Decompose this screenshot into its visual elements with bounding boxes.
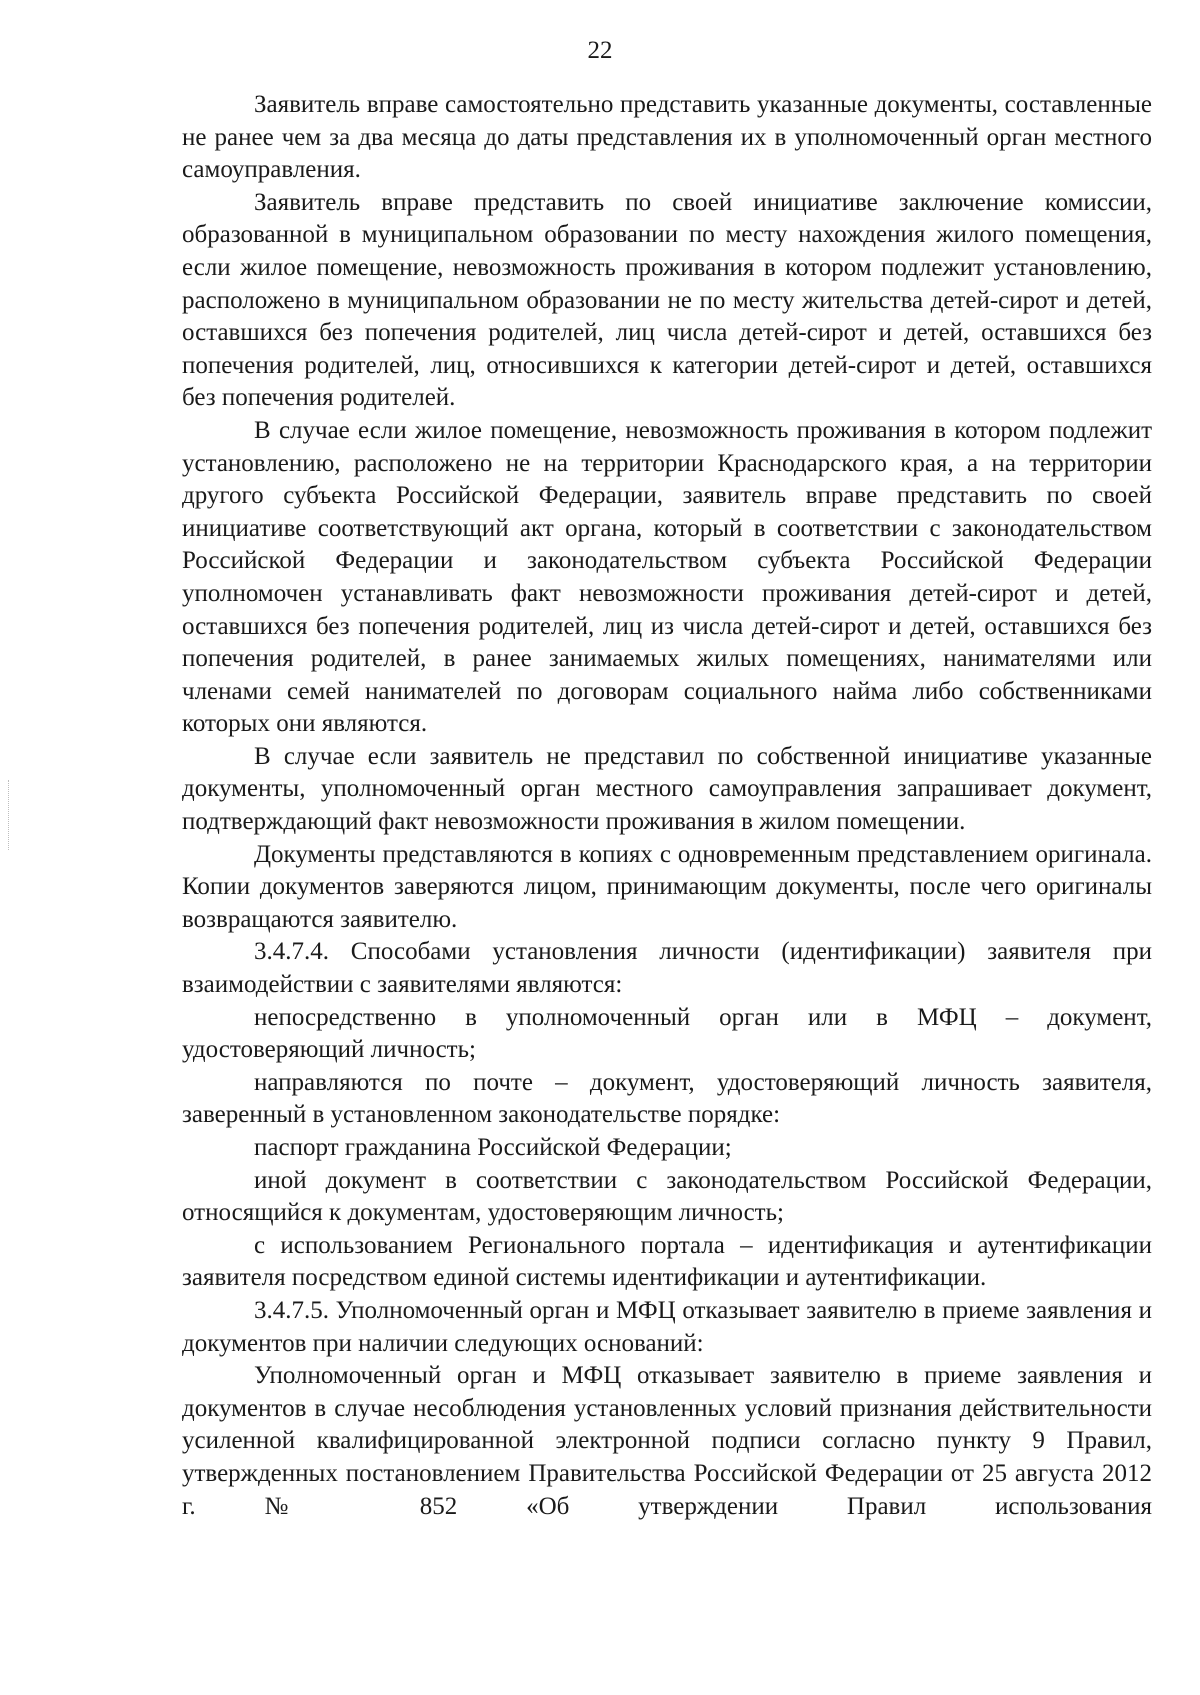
paragraph: Уполномоченный орган и МФЦ отказывает заявителю в приеме заявления и документов в случае несоблюдения установленных условий признания действительности усиленной квалифицированной электронной подписи согласно пункту 9 Правил, утвержденных постановлением Правительства Российской Федерации от 25 августа 2012 г. № 852 «Об утверждении Правил использования — [182, 1362, 1152, 1520]
document-body — [182, 89, 1152, 1523]
paragraph: Заявитель вправе самостоятельно представить указанные документы, составленные не ранее чем за два месяца до даты представления их в уполномоченный орган местного самоуправления. — [182, 91, 1152, 184]
paragraph: иной документ в соответствии с законодательством Российской Федерации, относящийся к документам, удостоверяющим личность; — [182, 1166, 1152, 1227]
paragraph: Документы представляются в копиях с одновременным представлением оригинала. Копии документов заверяются лицом, принимающим документы, после чего оригиналы возвращаются заявителю. — [182, 840, 1152, 933]
paragraph: Заявитель вправе представить по своей инициативе заключение комиссии, образованной в муниципальном образовании по месту нахождения жилого помещения, если жилое помещение, невозможность проживания в котором подлежит установлению, расположено в муниципальном образовании не по месту жительства детей-сирот и детей, оставшихся без попечения родителей, лиц числа детей-сирот и детей, оставшихся без попечения родителей, лиц, относившихся к категории детей-сирот и детей, оставшихся без попечения родителей. — [182, 188, 1152, 412]
page-number: 22 — [587, 37, 613, 64]
paragraph: непосредственно в уполномоченный орган или в МФЦ – документ, удостоверяющий личность; — [182, 1003, 1152, 1064]
paragraph: 3.4.7.5. Уполномоченный орган и МФЦ отказывает заявителю в приеме заявления и документов при наличии следующих оснований: — [182, 1296, 1152, 1357]
scan-artifact — [8, 780, 10, 850]
paragraph: направляются по почте – документ, удостоверяющий личность заявителя, заверенный в установленном законодательстве порядке: — [182, 1068, 1152, 1129]
paragraph: паспорт гражданина Российской Федерации; — [254, 1134, 732, 1161]
paragraph: В случае если заявитель не представил по собственной инициативе указанные документы, уполномоченный орган местного самоуправления запрашивает документ, подтверждающий факт невозможности проживания в жилом помещении. — [182, 742, 1152, 836]
paragraph: с использованием Регионального портала – идентификация и аутентификации заявителя посредством единой системы идентификации и аутентификации. — [182, 1231, 1152, 1292]
paragraph: В случае если жилое помещение, невозможность проживания в котором подлежит установлению, расположено не на территории Краснодарского края, а на территории другого субъекта Российской Федерации, заявитель вправе представить по своей инициативе соответствующий акт органа, который в соответствии с законодательством Российской Федерации и законодательством субъекта Российской Федерации уполномочен устанавливать факт невозможности проживания детей-сирот и детей, оставшихся без попечения родителей, лиц из числа детей-сирот и детей, оставшихся без попечения родителей, в ранее занимаемых жилых помещениях, нанимателями или членами семей нанимателей по договорам социального найма либо собственниками которых они являются. — [182, 416, 1152, 738]
paragraph: 3.4.7.4. Способами установления личности (идентификации) заявителя при взаимодействии с заявителями являются: — [182, 938, 1152, 999]
